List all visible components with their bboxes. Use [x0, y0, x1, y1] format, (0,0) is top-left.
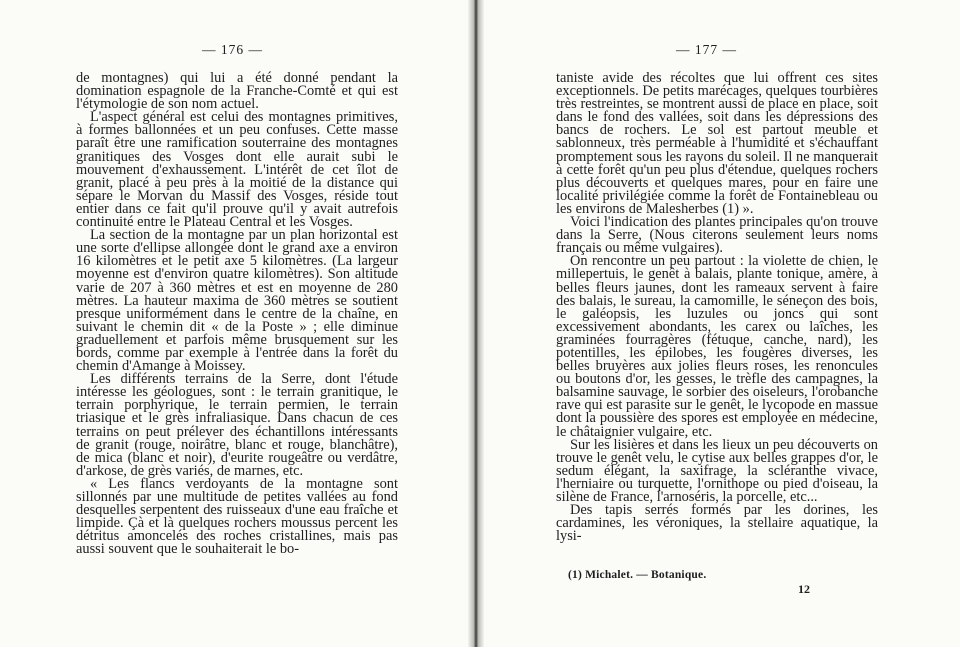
paragraph: On rencontre un peu partout : la violette de chien, le millepertuis, le genêt à balais, plante tonique, amère, à belles fleurs jaunes, dont les rameaux servent à faire des balais, le sureau, la camomille, le séneçon des bois, le galéopsis, les luzules ou joncs qui sont excessivement abondants, les carex ou laîches, les graminées fourragères (fétuque, canche, nard), les potentilles, les épilobes, les fougères diverses, les belles bruyères aux jolies fleurs roses, les renoncules ou boutons d'or, les gesses, le trèfle des campagnes, la balsamine sauvage, le sorbier des oiseleurs, l'orobanche rave qui est parasite sur le genêt, le lycopode en massue dont la poussière des spores est employée en médecine, le châtaignier vulgaire, etc. [556, 253, 878, 440]
paragraph: « Les flancs verdoyants de la montagne sont sillonnés par une multitude de petites vallées au fond desquelles serpentent des ruisseaux d'une eau fraîche et limpide. Çà et là quelques rochers moussus percent les détritus amoncelés des roches cristallines, mais pas aussi souvent que le souhaiterait le bo- [76, 475, 398, 558]
paragraph: L'aspect général est celui des montagnes primitives, à formes ballonnées et un peu confuses. Cette masse paraît être une ramification souterraine des montagnes granitiques des Vosges dont elle aurait subi le mouvement d'exhaussement. L'intérêt de cet îlot de granit, placé à peu près à la moitié de la distance qui sépare le Morvan du Massif des Vosges, réside tout entier dans ce fait qu'il prouve qu'il y avait autrefois continuité entre le Plateau Central et les Vosges. [76, 109, 398, 231]
paragraph: de montagnes) qui lui a été donné pendant la domination espagnole de la Franche-Comté et qui est l'étymologie de son nom actuel. [76, 70, 398, 113]
paragraph: La section de la montagne par un plan horizontal est une sorte d'ellipse allongée dont le grand axe a environ 16 kilomètres et le petit axe 5 kilomètres. (La largeur moyenne est d'environ quatre kilomètres). Son altitude varie de 207 à 360 mètres et est en moyenne de 280 mètres. La hauteur maxima de 360 mètres se soutient presque uniformément dans le centre de la chaîne, en suivant le chemin dit « de la Poste » ; elle diminue graduellement et parfois même brusquement sur les bords, comme par exemple à l'entrée dans la forêt du chemin d'Amange à Moissey. [76, 227, 398, 375]
left-page [0, 0, 468, 647]
paragraph: Des tapis serrés formés par les dorines, les cardamines, les véroniques, la stellaire aquatique, la lysi- [556, 502, 878, 545]
page-body [556, 72, 878, 543]
book-gutter [468, 0, 484, 647]
signature-mark: 12 [798, 582, 810, 596]
right-page [484, 0, 960, 647]
page-body [76, 72, 398, 556]
page-number: — 176 — [202, 42, 263, 57]
paragraph: taniste avide des récoltes que lui offrent ces sites exceptionnels. De petits marécages, quelques tourbières très restreintes, se montrent aussi de place en place, soit dans le fond des vallées, soit dans les dépressions des bancs de rochers. Le sol est partout meuble et sablonneux, très perméable à l'humidité et s'échauffant promptement sous les rayons du soleil. Il ne manquerait à cette forêt qu'un peu plus d'étendue, quelques rochers plus découverts et quelques mares, pour en faire une localité privilégiée comme la forêt de Fontainebleau ou les environs de Malesherbes (1) ». [556, 70, 878, 217]
paragraph: Sur les lisières et dans les lieux un peu découverts on trouve le genêt velu, le cytise aux belles grappes d'or, le sedum élégant, la saxifrage, la scléranthe vivace, l'herniaire ou turquette, l'ornithope ou pied d'oiseau, la silène de France, l'arnoséris, la porcelle, etc... [556, 436, 878, 505]
footnote: (1) Michalet. — Botanique. [568, 569, 707, 581]
page-number: — 177 — [676, 42, 737, 57]
paragraph: Voici l'indication des plantes principales qu'on trouve dans la Serre, (Nous citerons seulement leurs noms français ou même vulgaires). [556, 214, 878, 257]
paragraph: Les différents terrains de la Serre, dont l'étude intéresse les géologues, sont : le terrain granitique, le terrain porphyrique, le terrain permien, le terrain triasique et le grès infraliasique. Dans chacun de ces terrains on peut prélever des échantillons intéressants de granit (rouge, noirâtre, blanc et rouge, blanchâtre), de mica (blanc et noir), d'eurite rougeâtre ou verdâtre, d'arkose, de grès variés, de marnes, etc. [76, 371, 398, 479]
